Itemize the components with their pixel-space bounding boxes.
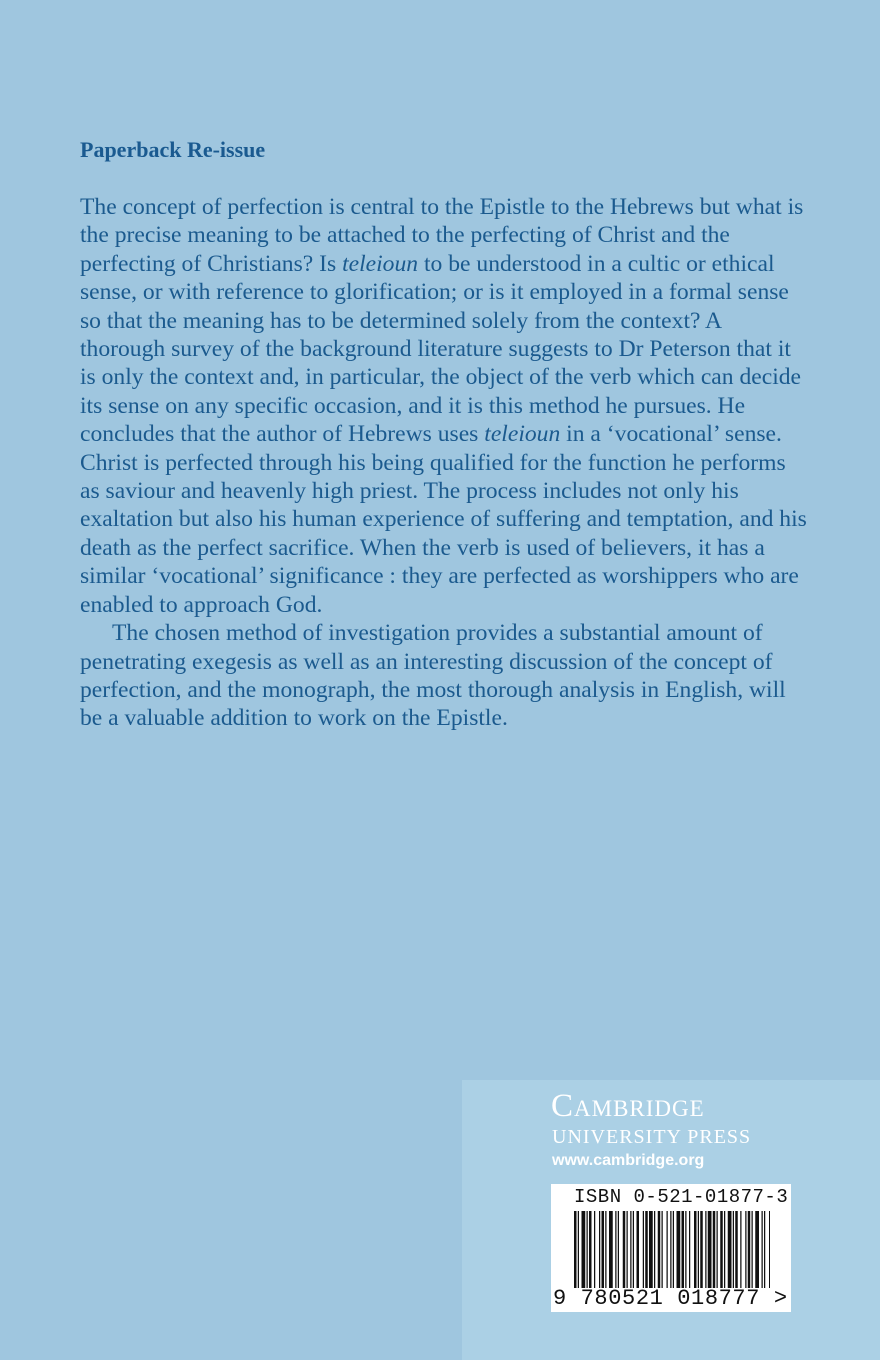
barcode-digits: 9 780521 018777 > — [553, 1286, 788, 1311]
blurb-p1-italic-2: teleioun — [484, 421, 561, 448]
blurb-paragraph-1 — [80, 193, 810, 619]
blurb-text — [80, 193, 810, 733]
blurb-p1-text-1: The concept of perfection is central to the Epistle to the Hebrews but what is the precise meaning to be attached to the perfecting of Christ and the perfecting of Christians? Is — [80, 194, 804, 277]
publisher-url: www.cambridge.org — [552, 1152, 705, 1169]
heading: Paperback Re-issue — [80, 137, 266, 162]
barcode-icon — [574, 1211, 770, 1288]
blurb-p1-text-3: in a ‘vocational’ sense. Christ is perfected through his being qualified for the function he performs as saviour and heavenly high priest. The process includes not only his exaltation but also his human experience of suffering and temptation, and his death as the perfect sacrifice. When the verb is used of believers, it has a similar ‘vocational’ significance : they are perfected as worshippers who are enabled to approach God. — [80, 421, 807, 618]
blurb-paragraph-2: The chosen method of investigation provides a substantial amount of penetrating exegesis as well as an interesting discussion of the concept of perfection, and the monograph, the most thorough analysis in English, will be a valuable addition to work on the Epistle. — [80, 620, 786, 732]
blurb-p1-italic-1: teleioun — [342, 250, 419, 277]
blurb-p1-text-2: to be understood in a cultic or ethical sense, or with reference to glorification; or is it employed in a formal sense so that the meaning has to be determined solely from the context? A thorough survey of the background literature suggests to Dr Peterson that it is only the context and, in particular, the object of the verb which can decide its sense on any specific occasion, and it is this method he pursues. He concludes that the author of Hebrews uses — [80, 250, 802, 448]
isbn-number: ISBN 0-521-01877-3 — [574, 1186, 789, 1208]
publisher-logo-name: Cambridge — [551, 1088, 705, 1124]
publisher-logo-subtitle: UNIVERSITY PRESS — [552, 1126, 752, 1148]
